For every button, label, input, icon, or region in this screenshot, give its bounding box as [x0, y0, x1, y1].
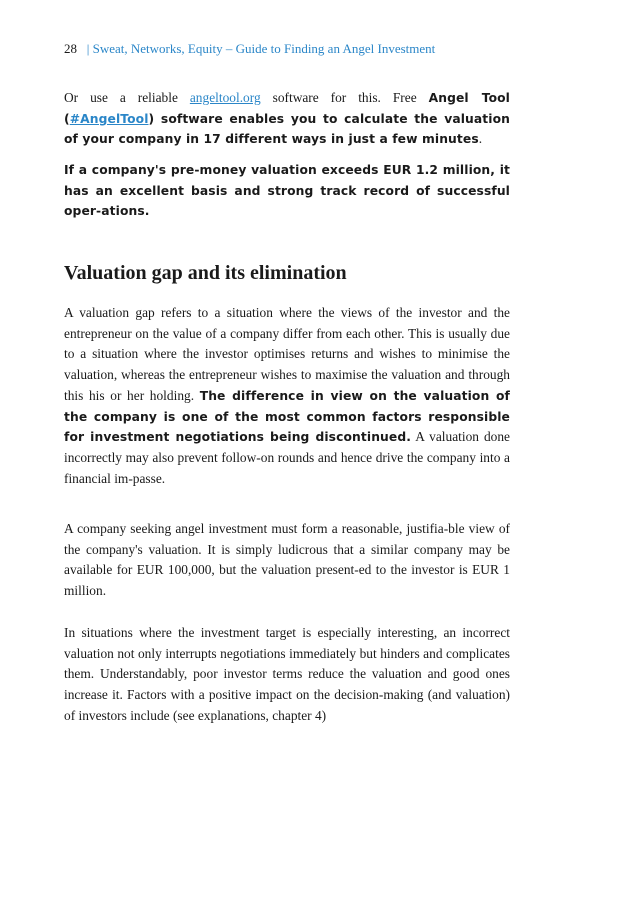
investment-target-paragraph: In situations where the investment target is especially interesting, an incorrect valuation not only interrupts negotiations immediately but hinders and complicates them. Understandably, poor investor terms reduce the valuation and good ones increase it. Factors with a positive impact on the decision-making (and valuation) of investors include (see explanations, chapter 4) — [64, 625, 510, 723]
intro-paragraph-1 — [64, 88, 510, 150]
intro-text-b: software for this. Free — [260, 90, 429, 105]
page-number: 28 — [64, 41, 77, 56]
gap-text-a: A valuation gap refers to a situation where the views of the investor and the entrepreneur on the value of a company differ from each other. This is usually due to a situation where the investor optimises returns and wishes to minimise the valuation, whereas the entrepreneur wishes to maximise the valuation and through this his or her holding. — [64, 305, 510, 403]
intro-paragraph-2 — [64, 160, 510, 222]
premoney-statement: If a company's pre-money valuation exceeds EUR 1.2 million, it has an excellent basis and strong track record of successful oper-ations. — [64, 163, 510, 219]
section-heading: Valuation gap and its elimination — [64, 262, 347, 284]
header-separator: | — [86, 41, 90, 56]
section-paragraph-2 — [64, 519, 510, 602]
bold-open-paren: ( — [64, 111, 70, 126]
gap-bold-statement: The difference in view on the valuation of the company is one of the most common factors responsible for investment negotiations being discontinued. — [64, 388, 510, 445]
book-title: Sweat, Networks, Equity – Guide to Finding an Angel Investment — [92, 41, 436, 56]
running-header — [64, 40, 510, 58]
angel-tool-bold: Angel Tool — [428, 91, 510, 105]
section-paragraph-3 — [64, 623, 510, 727]
justifiable-view-paragraph: A company seeking angel investment must form a reasonable, justifia-ble view of the company's valuation. It is simply ludicrous that a similar company may be available for EUR 100,000, but the valuation present-ed to the investor is EUR 1 million. — [64, 521, 510, 599]
intro-text-a: Or use a reliable — [64, 90, 190, 105]
gap-text-b: A valuation done incorrectly may also prevent follow-on rounds and hence drive the company into a financial im-passe. — [64, 429, 510, 486]
angeltool-link[interactable]: angeltool.org — [189, 90, 261, 105]
angeltool-hashtag-link[interactable]: #AngelTool — [69, 111, 149, 126]
intro-period: . — [478, 131, 483, 147]
section-paragraph-1 — [64, 303, 510, 489]
intro-bold-rest: ) software enables you to calculate the valuation of your company in 17 different ways in just a few minutes — [64, 111, 510, 147]
